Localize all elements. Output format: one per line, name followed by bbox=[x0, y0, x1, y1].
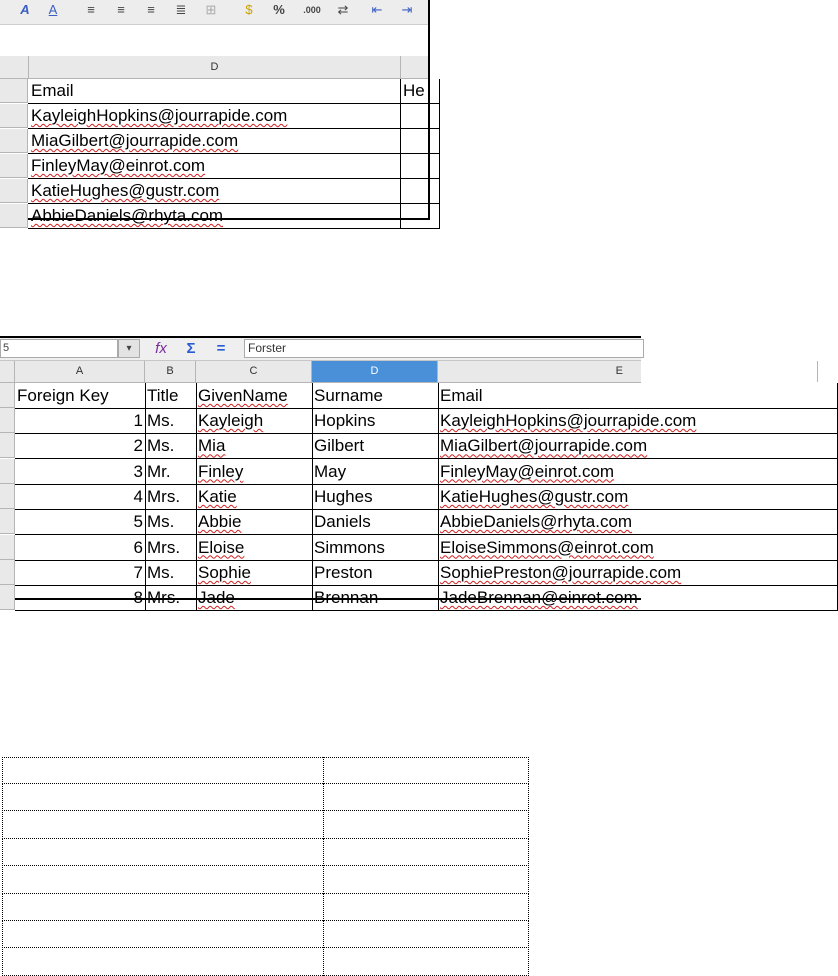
cell-text: Brennan bbox=[314, 588, 379, 608]
cell-text: Hopkins bbox=[314, 411, 376, 430]
cell-text: May bbox=[314, 461, 347, 481]
spreadsheet-screenshot-1 bbox=[0, 0, 430, 225]
decimal-icon[interactable]: .000 bbox=[303, 5, 321, 15]
cell-text: AbbieDaniels@rhyta.com bbox=[31, 206, 224, 225]
cell-empty[interactable] bbox=[400, 129, 440, 154]
cell-text: Mrs. bbox=[147, 486, 181, 506]
cell-text: JadeBrennan@einrot.com bbox=[440, 588, 638, 608]
function-wizard-icon[interactable]: fx bbox=[155, 340, 167, 357]
cell-surname[interactable] bbox=[312, 433, 439, 459]
number-format-icon[interactable]: ⇄ bbox=[337, 2, 349, 17]
cell-text: 1 bbox=[133, 411, 143, 430]
column-header-d[interactable]: D bbox=[29, 56, 401, 78]
cell-empty[interactable] bbox=[400, 104, 440, 129]
cell-given-name[interactable] bbox=[196, 433, 313, 459]
cell-text: KayleighHopkins@jourrapide.com bbox=[440, 411, 697, 430]
table-row bbox=[0, 179, 430, 203]
name-box[interactable]: 5 bbox=[0, 339, 118, 358]
table-row bbox=[2, 839, 529, 866]
row-header[interactable] bbox=[0, 433, 15, 458]
table-cell bbox=[323, 867, 529, 894]
cell-foreign-key[interactable] bbox=[15, 535, 146, 561]
chevron-down-icon[interactable]: ▾ bbox=[118, 339, 140, 358]
cell-surname[interactable] bbox=[312, 509, 439, 535]
cell-email[interactable] bbox=[28, 154, 401, 179]
cell-title[interactable] bbox=[145, 560, 197, 586]
cell-email[interactable] bbox=[438, 535, 838, 561]
table-cell bbox=[323, 921, 529, 948]
row-header[interactable] bbox=[0, 129, 28, 153]
table-row bbox=[2, 812, 529, 839]
cell-title[interactable] bbox=[145, 535, 197, 561]
cell-surname[interactable] bbox=[312, 585, 439, 611]
cell-foreign-key[interactable] bbox=[15, 560, 146, 586]
row-header[interactable] bbox=[0, 560, 15, 585]
cell-text: Daniels bbox=[314, 512, 371, 532]
cell-text: MiaGilbert@jourrapide.com bbox=[440, 436, 648, 456]
row-header[interactable] bbox=[0, 484, 15, 509]
table-cell bbox=[323, 757, 529, 784]
cell-empty[interactable] bbox=[400, 154, 440, 179]
cell-email[interactable] bbox=[438, 459, 838, 485]
table-cell bbox=[2, 839, 323, 866]
percent-icon[interactable]: % bbox=[273, 2, 285, 17]
table-cell bbox=[2, 867, 323, 894]
cell-surname[interactable] bbox=[312, 459, 439, 485]
font-color-icon[interactable]: A bbox=[48, 2, 58, 17]
cell-text: GivenName bbox=[198, 386, 288, 405]
cell-text: Ms. bbox=[147, 562, 175, 582]
cell-foreign-key[interactable] bbox=[15, 585, 146, 611]
cell-text: Foreign Key bbox=[17, 386, 109, 405]
indent-decrease-icon[interactable]: ⇤ bbox=[371, 2, 383, 17]
column-title-cell[interactable] bbox=[15, 383, 146, 409]
row-header[interactable] bbox=[0, 204, 28, 228]
cell-empty[interactable] bbox=[400, 204, 440, 229]
cell-email[interactable] bbox=[28, 129, 401, 154]
row-header[interactable] bbox=[0, 585, 15, 610]
corner-cell[interactable] bbox=[0, 361, 15, 382]
column-title-cell[interactable] bbox=[145, 383, 197, 409]
cell-text: Mr. bbox=[147, 461, 171, 481]
cell-given-name[interactable] bbox=[196, 484, 313, 510]
table-cell bbox=[2, 894, 323, 921]
currency-icon[interactable]: $ bbox=[245, 2, 253, 17]
column-header-c[interactable]: C bbox=[196, 361, 312, 382]
row-header[interactable] bbox=[0, 459, 15, 484]
formula-bar[interactable] bbox=[0, 24, 428, 57]
cell-text: Ms. bbox=[147, 512, 175, 532]
cell-title[interactable] bbox=[145, 433, 197, 459]
indent-increase-icon[interactable]: ⇥ bbox=[401, 2, 413, 17]
cell-text: SophiePreston@jourrapide.com bbox=[440, 562, 682, 582]
cell-text: 5 bbox=[133, 512, 143, 532]
cell-text: Mia bbox=[198, 436, 226, 456]
table-row bbox=[2, 784, 529, 811]
table-row bbox=[2, 921, 529, 948]
row-header[interactable] bbox=[0, 179, 28, 203]
table-cell bbox=[323, 812, 529, 839]
cell-foreign-key[interactable] bbox=[15, 509, 146, 535]
cell-given-name[interactable] bbox=[196, 408, 313, 434]
align-center-icon[interactable]: ≡ bbox=[117, 2, 125, 17]
cell-email[interactable] bbox=[28, 179, 401, 204]
cell-foreign-key[interactable] bbox=[15, 408, 146, 434]
table-cell bbox=[2, 949, 323, 976]
cell-text: Mrs. bbox=[147, 588, 181, 608]
cell-text: Katie bbox=[198, 486, 237, 506]
table-cell bbox=[2, 812, 323, 839]
cell-foreign-key[interactable] bbox=[15, 459, 146, 485]
cell-text: Preston bbox=[314, 562, 373, 582]
cell-text: Finley bbox=[198, 461, 244, 481]
cell-text: KayleighHopkins@jourrapide.com bbox=[31, 106, 288, 125]
table-cell bbox=[323, 839, 529, 866]
cell-text: Sophie bbox=[198, 562, 251, 582]
column-header-e[interactable] bbox=[401, 56, 441, 78]
cell-text: AbbieDaniels@rhyta.com bbox=[440, 512, 633, 532]
table-row bbox=[0, 104, 430, 128]
cell-foreign-key[interactable] bbox=[15, 433, 146, 459]
cell-text: KatieHughes@gustr.com bbox=[31, 181, 220, 200]
cell-text: Simmons bbox=[314, 537, 385, 557]
column-header-row bbox=[0, 56, 428, 79]
formula-bar bbox=[0, 338, 641, 361]
cell-text: 3 bbox=[133, 461, 143, 481]
cell-text: FinleyMay@einrot.com bbox=[440, 461, 615, 481]
formula-input[interactable]: Forster bbox=[244, 339, 644, 358]
formatting-toolbar bbox=[0, 0, 428, 24]
table-row bbox=[2, 949, 529, 976]
row-header[interactable] bbox=[0, 154, 28, 178]
column-header-a[interactable]: A bbox=[15, 361, 145, 382]
cell-text: 8 bbox=[133, 588, 143, 608]
cell-given-name[interactable] bbox=[196, 560, 313, 586]
cell-text: Email bbox=[440, 386, 483, 405]
cell-given-name[interactable] bbox=[196, 535, 313, 561]
cell-given-name[interactable] bbox=[196, 509, 313, 535]
merge-cells-icon[interactable]: ⊞ bbox=[205, 2, 217, 17]
cell-text: Kayleigh bbox=[198, 411, 264, 430]
row-header[interactable] bbox=[0, 383, 15, 408]
cell-text: 4 bbox=[133, 486, 143, 506]
cell-text: MiaGilbert@jourrapide.com bbox=[31, 131, 239, 150]
table-cell bbox=[2, 757, 323, 784]
justify-icon[interactable]: ≣ bbox=[175, 2, 187, 17]
cell-title[interactable] bbox=[145, 509, 197, 535]
table-row bbox=[2, 867, 529, 894]
cell-text: Title bbox=[147, 386, 179, 405]
cell-surname[interactable] bbox=[312, 535, 439, 561]
spreadsheet-screenshot-2 bbox=[0, 336, 697, 608]
cell-email[interactable] bbox=[28, 204, 401, 229]
cell-email[interactable] bbox=[438, 408, 838, 434]
cell-text: 2 bbox=[133, 436, 143, 456]
cell-email[interactable] bbox=[438, 560, 838, 586]
cell-surname[interactable] bbox=[312, 484, 439, 510]
cell-surname[interactable] bbox=[312, 560, 439, 586]
text-style-icon[interactable]: A bbox=[20, 2, 30, 17]
table-cell bbox=[2, 784, 323, 811]
column-title-cell[interactable] bbox=[312, 383, 439, 409]
cell-title[interactable] bbox=[145, 459, 197, 485]
cell-text: Abbie bbox=[198, 512, 242, 532]
table-row bbox=[2, 894, 529, 921]
cell-title[interactable] bbox=[145, 484, 197, 510]
table-row bbox=[0, 154, 430, 178]
cell-empty[interactable] bbox=[400, 179, 440, 204]
cell-email[interactable] bbox=[438, 433, 838, 459]
table-row bbox=[0, 129, 430, 153]
row-header[interactable] bbox=[0, 408, 15, 433]
table-row bbox=[0, 79, 430, 103]
table-cell bbox=[323, 949, 529, 976]
row-header[interactable] bbox=[0, 509, 15, 534]
cell-text: Ms. bbox=[147, 411, 175, 430]
cell-title[interactable] bbox=[145, 585, 197, 611]
cell-text: EloiseSimmons@einrot.com bbox=[440, 537, 654, 557]
column-title-cell[interactable] bbox=[438, 383, 838, 409]
cell-email[interactable] bbox=[438, 484, 838, 510]
row-header[interactable] bbox=[0, 104, 28, 128]
cell-text: Eloise bbox=[198, 537, 245, 557]
table-cell bbox=[323, 894, 529, 921]
sum-icon[interactable]: Σ bbox=[186, 340, 196, 357]
corner-cell[interactable] bbox=[0, 56, 29, 78]
row-header[interactable] bbox=[0, 79, 28, 103]
align-right-icon[interactable]: ≡ bbox=[147, 2, 155, 17]
cell-email[interactable] bbox=[438, 585, 838, 611]
cell-email-header[interactable]: Email bbox=[28, 79, 401, 104]
cell-text: Surname bbox=[314, 386, 383, 405]
formula-icon[interactable]: = bbox=[216, 340, 226, 357]
align-left-icon[interactable]: ≡ bbox=[87, 2, 95, 17]
table-cell bbox=[323, 784, 529, 811]
cell-text: KatieHughes@gustr.com bbox=[440, 486, 629, 506]
table-cell bbox=[2, 921, 323, 948]
column-header-row bbox=[0, 361, 641, 383]
column-header-d[interactable]: D bbox=[312, 361, 438, 382]
row-header[interactable] bbox=[0, 535, 15, 560]
cell-text: 6 bbox=[133, 537, 143, 557]
table-row bbox=[0, 204, 430, 228]
cell-text: 7 bbox=[133, 562, 143, 582]
cell-next-header[interactable]: He bbox=[400, 79, 440, 104]
cell-email[interactable] bbox=[438, 509, 838, 535]
cell-title[interactable] bbox=[145, 408, 197, 434]
cell-email[interactable] bbox=[28, 104, 401, 129]
cell-given-name[interactable] bbox=[196, 459, 313, 485]
cell-text: Mrs. bbox=[147, 537, 181, 557]
cell-given-name[interactable] bbox=[196, 585, 313, 611]
cell-text: FinleyMay@einrot.com bbox=[31, 156, 206, 175]
column-header-b[interactable]: B bbox=[145, 361, 196, 382]
table-row bbox=[2, 757, 529, 784]
cell-text: Gilbert bbox=[314, 436, 365, 456]
cell-text: Jade bbox=[198, 588, 235, 608]
cell-text: Ms. bbox=[147, 436, 175, 456]
cell-foreign-key[interactable] bbox=[15, 484, 146, 510]
cell-surname[interactable] bbox=[312, 408, 439, 434]
column-title-cell[interactable] bbox=[196, 383, 313, 409]
cell-text: Hughes bbox=[314, 486, 373, 506]
column-header-e[interactable]: E bbox=[438, 361, 818, 382]
